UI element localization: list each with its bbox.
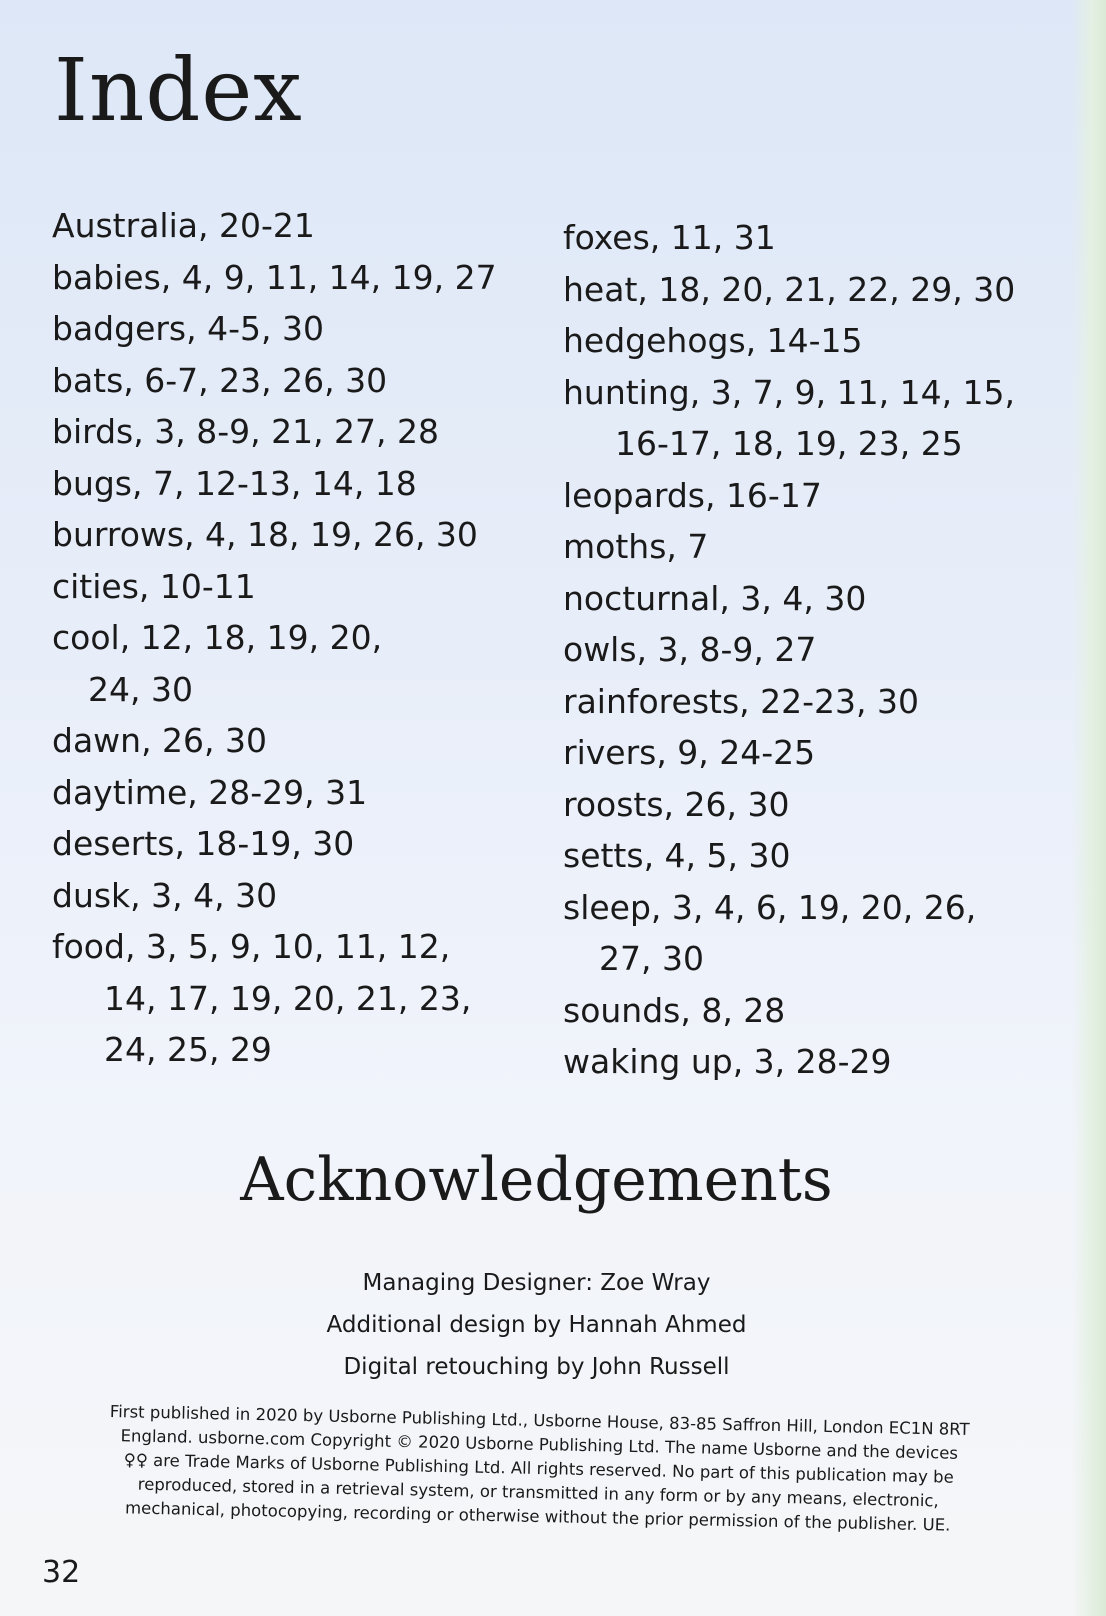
index-entry: hedgehogs, 14-15 [563, 321, 863, 360]
index-entry: Australia, 20-21 [52, 206, 315, 245]
index-entry: moths, 7 [563, 527, 709, 566]
index-entry: rivers, 9, 24-25 [563, 733, 816, 772]
index-entry: nocturnal, 3, 4, 30 [563, 578, 867, 618]
copyright-notice: First published in 2020 by Usborne Publishing Ltd., Usborne House, 83-85 Saffron Hill, London EC1N 8RT England. usborne.com Copyright © 2020 Usborne Publishing Ltd. The name Usborne and the devices ♀♀ are Trade Marks of Usborne Publishing Ltd. All rights reserved. No part of this publication may be reproduced, stored in a retrieval system, or transmitted in any form or by any means, electronic, mechanical, photocopying, recording or otherwise without the prior permission of the publisher. UE. [109, 1401, 970, 1535]
index-entry: sounds, 8, 28 [563, 990, 786, 1030]
index-entry: foxes, 11, 31 [563, 218, 776, 257]
index-entry: setts, 4, 5, 30 [563, 836, 791, 875]
index-entry: rainforests, 22-23, 30 [563, 681, 919, 721]
index-entry: dusk, 3, 4, 30 [52, 875, 278, 915]
index-entry: cool, 12, 18, 19, 20, 24, 30 [52, 618, 383, 709]
index-entry: daytime, 28-29, 31 [52, 772, 368, 812]
index-entry: bats, 6-7, 23, 26, 30 [52, 360, 388, 400]
index-entry: waking up, 3, 28-29 [563, 1042, 892, 1081]
index-entry: owls, 3, 8-9, 27 [563, 630, 817, 669]
index-entry: badgers, 4-5, 30 [52, 309, 324, 348]
index-entry: deserts, 18-19, 30 [52, 824, 355, 863]
credit-line: Managing Designer: Zoe Wray [362, 1270, 711, 1296]
index-entry: hunting, 3, 7, 9, 11, 14, 15, 16-17, 18, 19, 23, 25 [563, 372, 1016, 463]
index-entry: dawn, 26, 30 [52, 721, 268, 760]
index-entry: cities, 10-11 [52, 566, 256, 606]
index-entry: babies, 4, 9, 11, 14, 19, 27 [52, 257, 497, 297]
index-column-right [563, 212, 1073, 1088]
credit-line: Digital retouching by John Russell [343, 1354, 730, 1380]
index-entry: bugs, 7, 12-13, 14, 18 [52, 463, 417, 503]
index-entry: leopards, 16-17 [563, 475, 822, 515]
credit-line: Additional design by Hannah Ahmed [326, 1312, 747, 1338]
index-title: Index [54, 41, 303, 141]
page-edge [1072, 0, 1106, 1616]
index-entry: food, 3, 5, 9, 10, 11, 12, 14, 17, 19, 20, 21, 23, 24, 25, 29 [52, 927, 472, 1069]
index-entry: sleep, 3, 4, 6, 19, 20, 26, 27, 30 [563, 887, 977, 978]
index-column-left [52, 200, 532, 1076]
index-entry: burrows, 4, 18, 19, 26, 30 [52, 515, 478, 554]
page-number: 32 [42, 1555, 81, 1590]
index-entry: roosts, 26, 30 [563, 784, 790, 824]
index-entry: birds, 3, 8-9, 21, 27, 28 [52, 412, 440, 451]
acknowledgements-title: Acknowledgements [240, 1145, 833, 1215]
credits [0, 1262, 1073, 1388]
index-entry: heat, 18, 20, 21, 22, 29, 30 [563, 269, 1016, 309]
